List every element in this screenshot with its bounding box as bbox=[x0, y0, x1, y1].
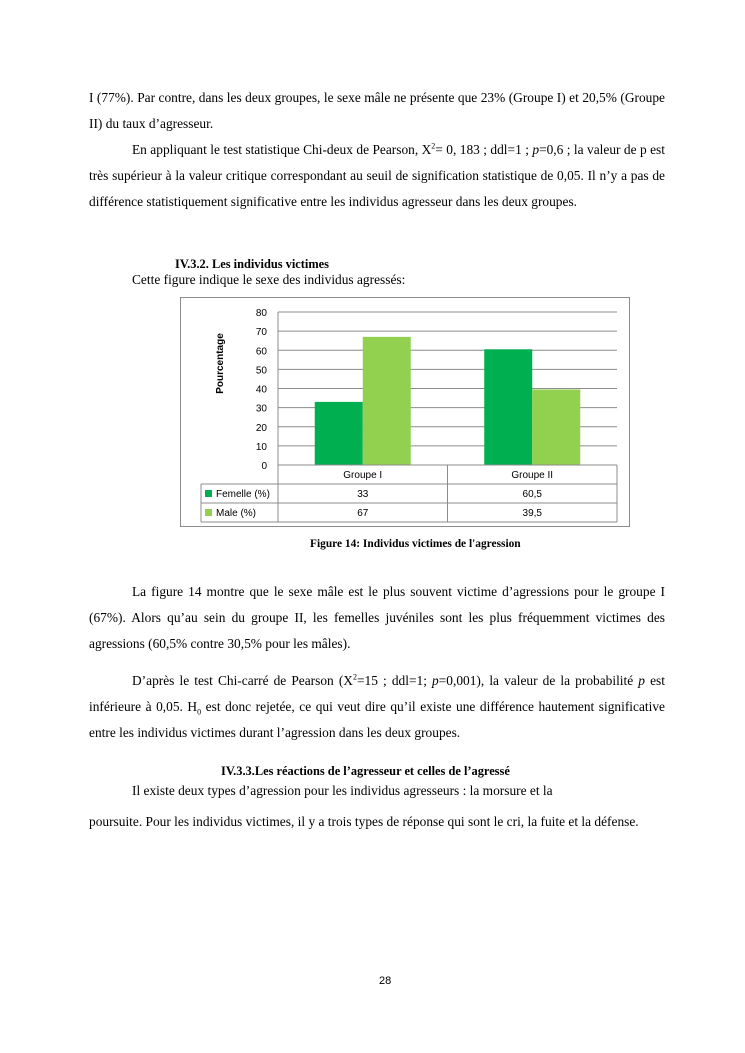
text-run: =15 ; ddl=1; bbox=[356, 673, 433, 688]
text-run: En appliquant le test statistique Chi-deux de Pearson, X bbox=[132, 142, 432, 157]
paragraph-continued bbox=[89, 85, 665, 137]
y-tick-label: 30 bbox=[255, 403, 267, 415]
text-run: =0,001), la valeur de la probabilité bbox=[438, 673, 639, 688]
superscript: 2 bbox=[431, 141, 436, 151]
y-tick-label: 60 bbox=[255, 346, 267, 358]
y-tick-label: 20 bbox=[255, 422, 267, 434]
section-heading-reactions: IV.3.3.Les réactions de l’agresseur et celles de l’agressé bbox=[221, 764, 510, 778]
data-label: 33 bbox=[357, 489, 369, 500]
category-label: Groupe II bbox=[511, 470, 554, 481]
paragraph-chi-square-victims bbox=[89, 668, 665, 746]
y-tick-label: 40 bbox=[255, 384, 267, 396]
text-run: =0,6 ; la valeur de p est très supérieur à la valeur critique correspondant au seuil de signification statistique de 0,05. Il n’y a pas de différence statistiquement significative entre les individus agresseur dans les deux groupes. bbox=[89, 142, 665, 209]
paragraph-reactions-line1: Il existe deux types d’agression pour les individus agresseurs : la morsure et la bbox=[132, 783, 553, 798]
y-tick-label: 0 bbox=[261, 461, 267, 472]
figure-intro-text: Cette figure indique le sexe des individus agressés: bbox=[132, 272, 406, 287]
category-label: Groupe I bbox=[343, 470, 383, 481]
superscript: 2 bbox=[352, 672, 357, 682]
figure-caption: Figure 14: Individus victimes de l'agression bbox=[310, 538, 521, 550]
chart-canvas bbox=[181, 298, 631, 528]
italic-p: p bbox=[432, 673, 439, 688]
legend-swatch bbox=[205, 490, 212, 497]
legend-label: Male (%) bbox=[216, 508, 257, 519]
data-label: 67 bbox=[357, 508, 369, 519]
bar-femelle-1 bbox=[315, 402, 363, 465]
legend-swatch bbox=[205, 509, 212, 516]
paragraph-text: La figure 14 montre que le sexe mâle est le plus souvent victime d’agressions pour le groupe I (67%). Alors qu’au sein du groupe II, les femelles juvéniles sont les plus fréquemment victimes des agressions (60,5% contre 30,5% pour les mâles). bbox=[89, 584, 665, 651]
paragraph-reactions-rest bbox=[89, 809, 665, 835]
bar-chart-figure-14 bbox=[180, 297, 630, 527]
legend-label: Femelle (%) bbox=[216, 489, 270, 500]
text-run: = 0, 183 ; ddl=1 ; bbox=[435, 142, 533, 157]
y-tick-label: 80 bbox=[255, 308, 267, 319]
text-run: est inférieure à 0,05. H bbox=[89, 673, 665, 714]
text-run: est donc rejetée, ce qui veut dire qu’il existe une différence hautement significative entre les individus victimes durant l’agression dans les deux groupes. bbox=[89, 699, 665, 740]
y-tick-label: 50 bbox=[255, 365, 267, 377]
italic-p: p bbox=[638, 673, 645, 688]
bar-male-1 bbox=[363, 337, 411, 465]
paragraph-text: poursuite. Pour les individus victimes, il y a trois types de réponse qui sont le cri, la fuite et la défense. bbox=[89, 814, 639, 829]
bar-femelle-2 bbox=[484, 349, 532, 465]
data-label: 60,5 bbox=[522, 489, 542, 500]
italic-p: p bbox=[532, 142, 540, 157]
bar-male-2 bbox=[532, 389, 580, 465]
subscript: 0 bbox=[197, 707, 202, 717]
y-tick-label: 10 bbox=[255, 441, 267, 453]
text-run: D’après le test Chi-carré de Pearson (X bbox=[132, 673, 353, 688]
y-tick-label: 70 bbox=[255, 327, 267, 339]
page-number: 28 bbox=[379, 975, 392, 987]
y-axis-title: Pourcentage bbox=[215, 333, 226, 394]
paragraph-text: I (77%). Par contre, dans les deux groupes, le sexe mâle ne présente que 23% (Groupe I) et 20,5% (Groupe II) du taux d’agresseur. bbox=[89, 90, 665, 131]
data-label: 39,5 bbox=[522, 508, 542, 519]
paragraph-chi-square-aggressors bbox=[89, 137, 665, 215]
paragraph-figure-interpretation bbox=[89, 579, 665, 657]
section-heading-victims: IV.3.2. Les individus victimes bbox=[175, 257, 329, 271]
